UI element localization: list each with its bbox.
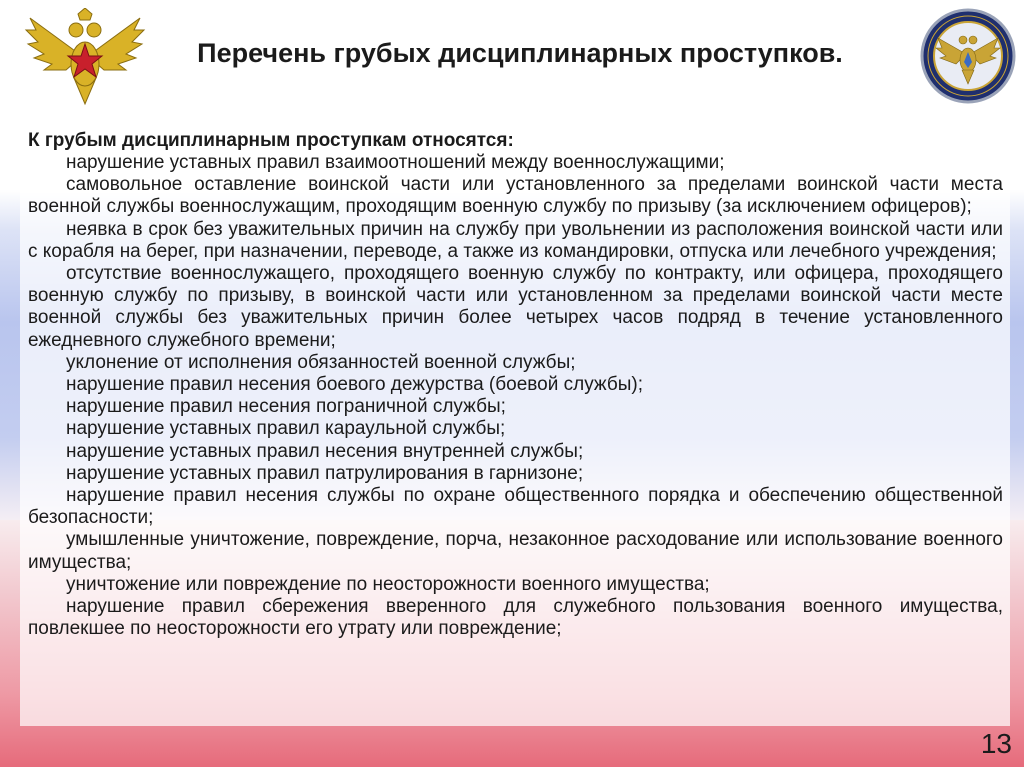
list-item: уничтожение или повреждение по неосторожности военного имущества;: [66, 573, 710, 595]
list-item: уклонение от исполнения обязанностей военной службы;: [66, 351, 576, 373]
list-item: отсутствие военнослужащего, проходящего военную службу по контракту, или офицера, проходящего военную службу по призыву, в воинской части или установленном за пределами воинской части месте военной службы без уважительных причин более четырех часов подряд в течение установленного ежедневного служебного времени;: [28, 263, 1003, 351]
slide-title: Перечень грубых дисциплинарных проступков.: [197, 38, 843, 68]
list-item: самовольное оставление воинской части или установленного за пределами воинской части места военной службы военнослужащим, проходящим военную службу по призыву (за исключением офицеров);: [28, 174, 1003, 218]
page-number: 13: [980, 728, 1012, 759]
list-item: неявка в срок без уважительных причин на службу при увольнении из расположения воинской части или с корабля на берег, при назначении, переводе, а также из командировки, отпуска или лечебного учреждения;: [28, 218, 1003, 262]
list-item: нарушение уставных правил несения внутренней службы;: [66, 440, 584, 462]
list-item: нарушение правил сбережения вверенного для служебного пользования военного имущества, повлекшее по неосторожности его утрату или повреждение;: [28, 596, 1003, 640]
list-item: нарушение правил несения пограничной службы;: [66, 396, 506, 418]
list-item: нарушение уставных правил патрулирования в гарнизоне;: [66, 462, 584, 484]
round-seal-icon: [920, 8, 1016, 104]
list-item: нарушение уставных правил взаимоотношений между военнослужащими;: [66, 152, 725, 173]
list-item: умышленные уничтожение, повреждение, порча, незаконное расходование или использование военного имущества;: [28, 529, 1003, 573]
list-item: нарушение правил несения службы по охране общественного порядка и обеспечению общественной безопасности;: [28, 485, 1003, 529]
misconduct-list: [28, 152, 1003, 640]
section-heading: К грубым дисциплинарным проступкам относятся:: [28, 130, 514, 151]
list-item: нарушение уставных правил караульной службы;: [66, 418, 506, 440]
list-item: нарушение правил несения боевого дежурства (боевой службы);: [66, 374, 643, 396]
armed-forces-eagle-icon: [22, 8, 148, 108]
